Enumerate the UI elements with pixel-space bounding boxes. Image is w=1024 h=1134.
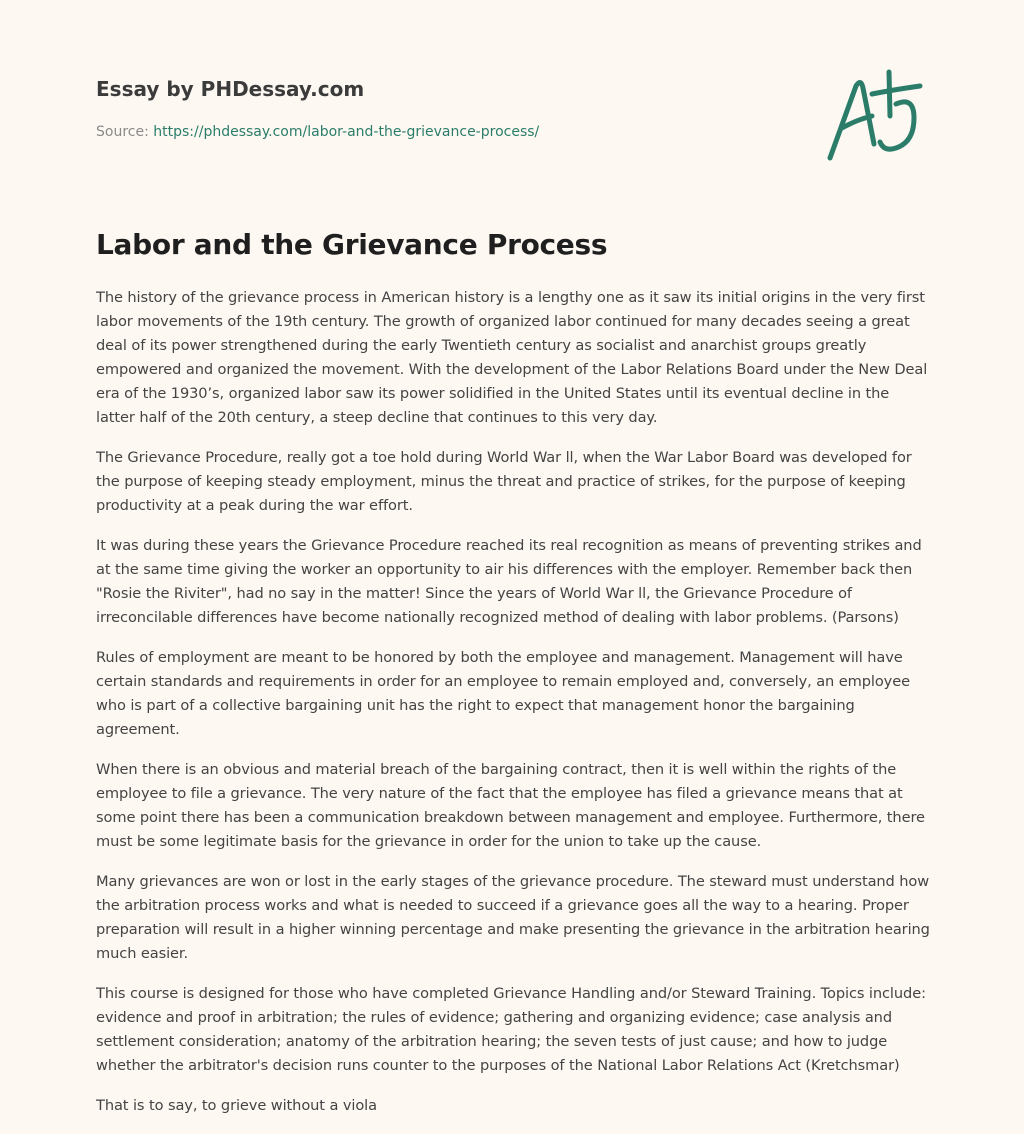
essay-paragraph: The Grievance Procedure, really got a toe hold during World War ll, when the War Labor Board was developed for the purpose of keeping steady employment, minus the threat and practice of strikes, for the purpose of keeping productivity at a peak during the war effort.	[96, 449, 912, 514]
essay-content	[96, 226, 930, 1134]
essay-paragraph-truncated: That is to say, to grieve without a viola	[96, 1097, 377, 1114]
essay-title: Labor and the Grievance Process	[96, 228, 608, 261]
essay-paragraph: Rules of employment are meant to be honored by both the employee and management. Management will have certain standards and requirements in order for an employee to remain employed and, conversely, an employee who is part of a collective bargaining unit has the right to expect that management honor the bargaining agreement.	[96, 649, 910, 738]
source-line	[96, 122, 816, 142]
source-link[interactable]: https://phdessay.com/labor-and-the-grievance-process/	[153, 124, 540, 140]
essay-paragraph: This course is designed for those who have completed Grievance Handling and/or Steward Training. Topics include: evidence and proof in arbitration; the rules of evidence; gathering and organizing evidence; case analysis and settlement consideration; anatomy of the arbitration hearing; the seven tests of just cause; and how to judge whether the arbitrator's decision runs counter to the purposes of the National Labor Relations Act (Kretchsmar)	[96, 985, 926, 1074]
page-header	[96, 74, 816, 142]
essay-paragraph: When there is an obvious and material breach of the bargaining contract, then it is well within the rights of the employee to file a grievance. The very nature of the fact that the employee has filed a grievance means that at some point there has been a communication breakdown between management and employee. Furthermore, there must be some legitimate basis for the grievance in order for the union to take up the cause.	[96, 761, 925, 850]
site-brand: Essay by PHDessay.com	[96, 77, 365, 101]
source-label: Source:	[96, 124, 154, 140]
essay-paragraph: It was during these years the Grievance Procedure reached its real recognition as means of preventing strikes and at the same time giving the worker an opportunity to air his differences with the employer. Remember back then "Rosie the Riviter", had no say in the matter! Since the years of World War ll, the Grievance Procedure of irreconcilable differences have become nationally recognized method of dealing with labor problems. (Parsons)	[96, 537, 922, 626]
essay-paragraph: The history of the grievance process in American history is a lengthy one as it saw its initial origins in the very first labor movements of the 19th century. The growth of organized labor continued for many decades seeing a great deal of its power strengthened during the early Twentieth century as socialist and anarchist groups greatly empowered and organized the movement. With the development of the Labor Relations Board under the New Deal era of the 1930’s, organized labor saw its power solidified in the United States until its eventual decline in the latter half of the 20th century, a steep decline that continues to this very day.	[96, 289, 928, 426]
a-plus-grade-icon	[822, 66, 932, 166]
essay-paragraph: Many grievances are won or lost in the early stages of the grievance procedure. The steward must understand how the arbitration process works and what is needed to succeed if a grievance goes all the way to a hearing. Proper preparation will result in a higher winning percentage and make presenting the grievance in the arbitration hearing much easier.	[96, 873, 930, 962]
